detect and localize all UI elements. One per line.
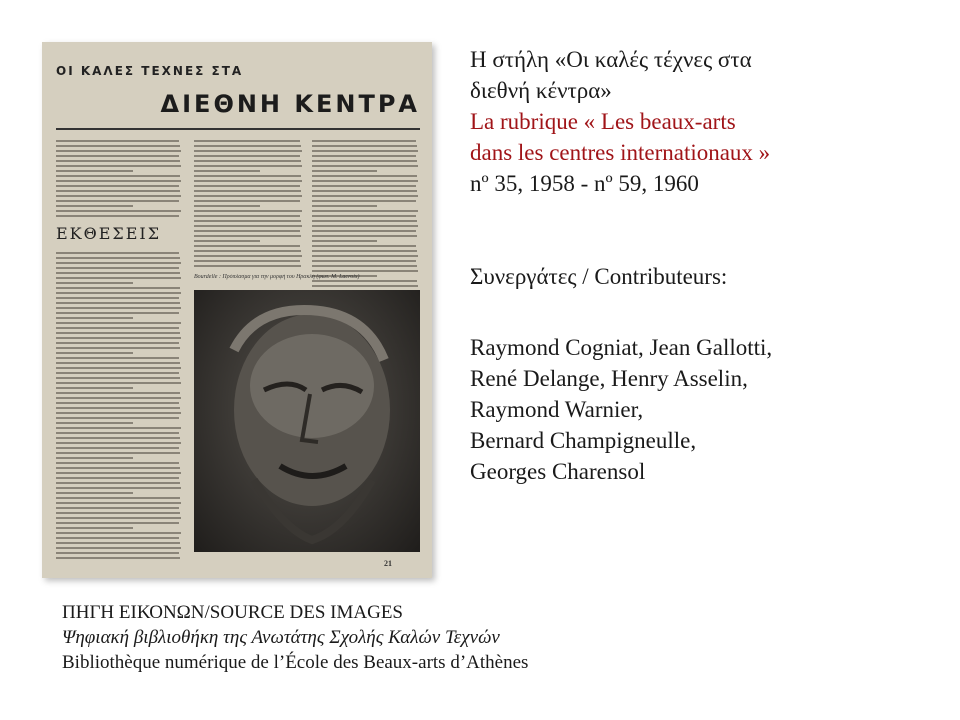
scan-text-line (312, 265, 417, 267)
scan-text-line (56, 452, 180, 454)
image-source (62, 600, 922, 675)
scan-text-line (56, 487, 181, 489)
scan-text-line (56, 195, 181, 197)
scan-photo-caption: Bourdelle : Πρόπλασμα για την μορφή του Ηρακλή (φωτ. M. Lacroix) (194, 274, 360, 280)
contributor-line: Raymond Cogniat, Jean Gallotti, (470, 335, 773, 360)
scan-text-line (194, 185, 300, 187)
scan-text-line (56, 412, 181, 414)
scan-text-line (56, 502, 181, 504)
french-title-line-2: dans les centres internationaux » (470, 140, 771, 165)
scan-text-line (56, 140, 179, 142)
sculpture-face-image (194, 290, 420, 552)
scan-text-line (312, 230, 416, 232)
scan-text-line (56, 537, 179, 539)
scan-header-right: ΔΙΕΘΝΗ ΚΕΝΤΡΑ (160, 90, 420, 118)
info-panel (470, 44, 940, 487)
scan-text-line (194, 190, 301, 192)
scan-text-line (194, 175, 301, 177)
scan-text-line (312, 140, 416, 142)
scan-text-line (312, 190, 417, 192)
scan-text-line (194, 145, 301, 147)
scan-text-line (312, 245, 416, 247)
scan-text-line (312, 145, 417, 147)
french-title-line-1: La rubrique « Les beaux-arts (470, 109, 736, 134)
scan-text-line (56, 200, 179, 202)
scan-text-line (56, 552, 179, 554)
scan-text-line (56, 312, 179, 314)
scan-text-line (56, 205, 133, 207)
scan-section-title: ΕΚΘΕΣΕΙΣ (56, 224, 162, 243)
scan-text-line (312, 175, 417, 177)
magazine-page-scan (42, 42, 432, 578)
scan-text-line (312, 260, 416, 262)
scan-text-line (56, 307, 181, 309)
scan-text-line (312, 205, 377, 207)
scan-text-line (194, 220, 301, 222)
scan-text-line (194, 155, 300, 157)
scan-text-line (56, 292, 181, 294)
scan-text-line (56, 462, 179, 464)
scan-text-line (194, 230, 300, 232)
scan-text-line (194, 225, 302, 227)
scan-text-line (194, 210, 302, 212)
scan-text-line (56, 482, 180, 484)
scan-text-line (194, 265, 301, 267)
contributor-line: Raymond Warnier, (470, 397, 644, 422)
scan-text-line (194, 140, 300, 142)
scan-text-line (56, 302, 180, 304)
scan-text-line (56, 547, 181, 549)
scan-text-line (56, 160, 180, 162)
scan-text-line (56, 362, 180, 364)
scan-text-line (56, 372, 179, 374)
scan-text-line (56, 322, 181, 324)
scan-text-line (312, 215, 416, 217)
scan-text-line (194, 165, 302, 167)
scan-text-line (56, 387, 133, 389)
scan-text-line (56, 282, 133, 284)
scan-text-line (194, 160, 301, 162)
scan-text-line (56, 252, 179, 254)
scan-text-line (56, 472, 181, 474)
contributors-list (470, 332, 940, 487)
scan-text-line (312, 240, 377, 242)
scan-text-line (56, 427, 181, 429)
scan-text-line (56, 210, 181, 212)
scan-text-line (56, 165, 181, 167)
scan-text-line (56, 507, 179, 509)
scan-text-line (56, 377, 180, 379)
scan-text-line (194, 195, 302, 197)
scan-text-line (56, 272, 180, 274)
scan-text-line (56, 190, 180, 192)
scan-text-line (56, 327, 179, 329)
scan-text-line (56, 557, 180, 559)
scan-text-column (56, 252, 184, 562)
scan-page-number: 21 (384, 559, 392, 568)
scan-text-line (56, 422, 133, 424)
scan-text-line (56, 522, 179, 524)
scan-text-line (56, 215, 179, 217)
scan-text-line (56, 337, 181, 339)
scan-text-line (312, 255, 418, 257)
scan-text-line (194, 240, 260, 242)
scan-text-line (56, 432, 179, 434)
scan-text-line (56, 155, 179, 157)
scan-text-line (56, 357, 179, 359)
scan-text-line (56, 497, 180, 499)
scan-text-line (194, 200, 300, 202)
scan-text-line (56, 402, 179, 404)
scan-text-line (56, 467, 180, 469)
source-line-greek: Ψηφιακή βιβλιοθήκη της Ανωτάτης Σχολής Καλών Τεχνών (62, 627, 500, 648)
scan-header-rule (56, 128, 420, 130)
scan-text-line (56, 185, 179, 187)
greek-title-line-1: Η στήλη «Οι καλές τέχνες στα (470, 47, 752, 72)
scan-text-line (194, 235, 301, 237)
scan-text-line (56, 342, 179, 344)
contributor-line: Georges Charensol (470, 459, 646, 484)
scan-text-line (312, 180, 418, 182)
scan-text-line (312, 250, 417, 252)
scan-text-line (312, 285, 418, 287)
source-heading: ΠΗΓΗ ΕΙΚΟΝΩΝ/SOURCE DES IMAGES (62, 602, 403, 623)
scan-text-line (56, 417, 179, 419)
issues-range: nº 35, 1958 - nº 59, 1960 (470, 171, 699, 196)
scan-text-line (312, 160, 417, 162)
scan-text-line (56, 150, 181, 152)
scan-header-left: ΟΙ ΚΑΛΕΣ ΤΕΧΝΕΣ ΣΤΑ (56, 64, 244, 78)
scan-text-line (56, 367, 181, 369)
scan-text-line (56, 492, 133, 494)
scan-text-line (56, 262, 181, 264)
scan-text-line (312, 165, 418, 167)
source-line-french: Bibliothèque numérique de l’École des Beaux-arts d’Athènes (62, 652, 529, 673)
scan-text-line (194, 150, 302, 152)
scan-text-line (312, 235, 417, 237)
scan-text-line (56, 407, 180, 409)
greek-title-line-2: διεθνή κέντρα» (470, 78, 612, 103)
scan-text-line (56, 457, 133, 459)
scan-text-line (194, 255, 302, 257)
scan-text-column (194, 140, 304, 270)
scan-text-line (56, 382, 181, 384)
scan-text-line (194, 205, 260, 207)
scan-text-line (312, 185, 416, 187)
sculpture-photo (194, 290, 420, 552)
scan-text-line (56, 170, 133, 172)
scan-text-line (312, 270, 418, 272)
contributor-line: René Delange, Henry Asselin, (470, 366, 748, 391)
scan-text-line (312, 170, 377, 172)
scan-text-line (56, 437, 180, 439)
scan-text-line (194, 170, 260, 172)
scan-text-line (312, 280, 417, 282)
scan-text-line (56, 180, 181, 182)
scan-text-line (56, 517, 181, 519)
scan-text-line (312, 150, 418, 152)
scan-text-line (56, 145, 180, 147)
contributor-line: Bernard Champigneulle, (470, 428, 697, 453)
scan-text-line (312, 155, 416, 157)
scan-text-line (56, 287, 180, 289)
scan-text-line (194, 260, 300, 262)
scan-text-line (56, 257, 180, 259)
scan-text-line (56, 542, 180, 544)
scan-text-line (312, 200, 416, 202)
scan-text-column (56, 140, 184, 220)
scan-text-line (56, 332, 180, 334)
scan-text-line (56, 297, 179, 299)
scan-text-line (56, 532, 181, 534)
scan-text-line (194, 250, 301, 252)
scan-text-line (56, 527, 133, 529)
scan-text-line (194, 215, 300, 217)
scan-text-line (56, 175, 180, 177)
scan-text-line (56, 397, 181, 399)
contributors-label: Συνεργάτες / Contributeurs: (470, 264, 728, 289)
scan-text-line (56, 347, 180, 349)
scan-text-line (312, 210, 418, 212)
scan-text-line (312, 225, 418, 227)
scan-text-line (56, 317, 133, 319)
scan-text-line (194, 245, 300, 247)
scan-text-line (56, 442, 181, 444)
scan-text-line (312, 220, 417, 222)
scan-text-line (194, 180, 302, 182)
scan-text-line (56, 277, 181, 279)
scan-text-line (56, 392, 180, 394)
scan-text-line (56, 512, 180, 514)
scan-text-line (312, 195, 418, 197)
scan-text-line (56, 267, 179, 269)
scan-text-line (56, 477, 179, 479)
scan-text-line (56, 447, 179, 449)
scan-text-line (56, 352, 133, 354)
